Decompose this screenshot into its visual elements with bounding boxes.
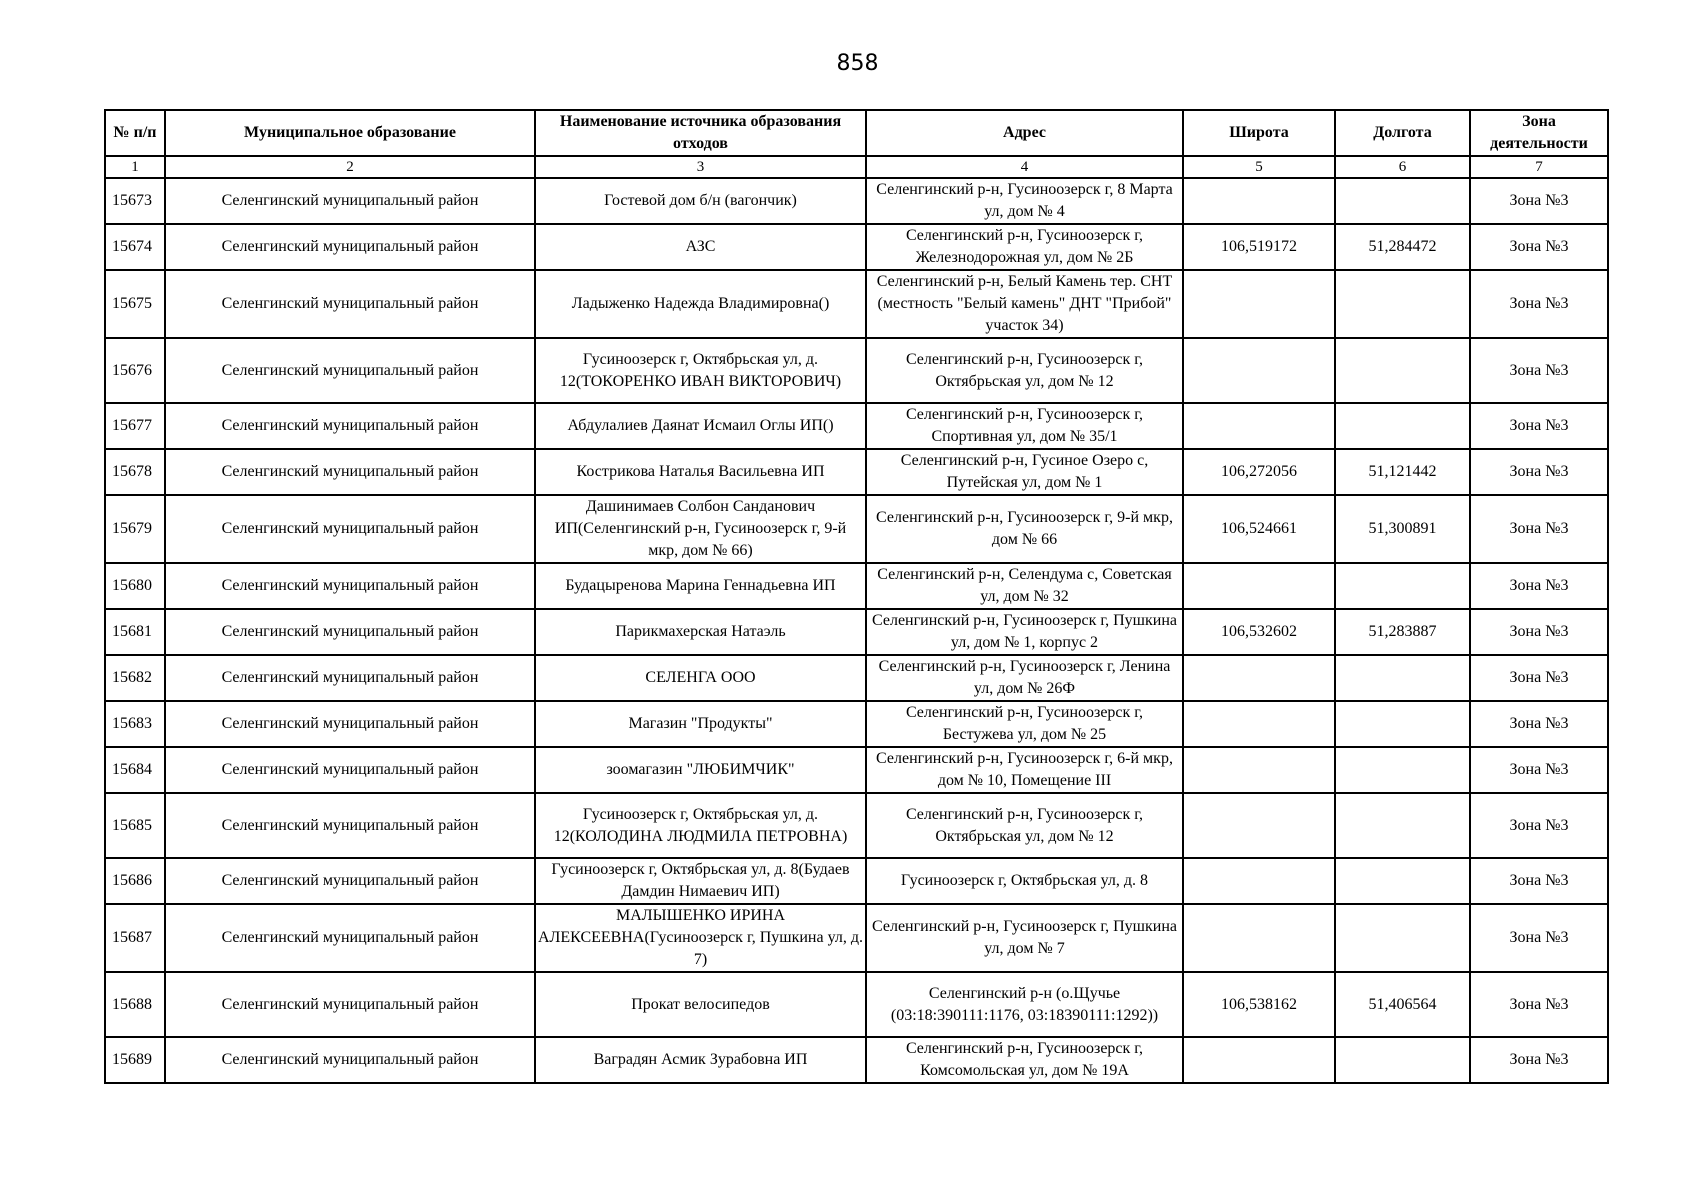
longitude-cell: 51,406564 bbox=[1335, 972, 1470, 1037]
municipality-cell: Селенгинский муниципальный район bbox=[165, 403, 535, 449]
column-number: 3 bbox=[535, 156, 866, 178]
waste-sources-table bbox=[104, 109, 1609, 1084]
zone-cell: Зона №3 bbox=[1470, 403, 1608, 449]
zone-cell: Зона №3 bbox=[1470, 793, 1608, 858]
longitude-cell: 51,121442 bbox=[1335, 449, 1470, 495]
table-row bbox=[105, 403, 1608, 449]
source-cell: МАЛЫШЕНКО ИРИНА АЛЕКСЕЕВНА(Гусиноозерск г, Пушкина ул, д. 7) bbox=[535, 904, 866, 972]
table-row bbox=[105, 609, 1608, 655]
address-cell: Селенгинский р-н, Гусиноозерск г, Пушкина ул, дом № 1, корпус 2 bbox=[866, 609, 1183, 655]
latitude-cell bbox=[1183, 793, 1335, 858]
column-number: 7 bbox=[1470, 156, 1608, 178]
latitude-cell bbox=[1183, 747, 1335, 793]
table-row bbox=[105, 563, 1608, 609]
municipality-cell: Селенгинский муниципальный район bbox=[165, 1037, 535, 1083]
row-id: 15675 bbox=[105, 270, 165, 338]
table-row bbox=[105, 793, 1608, 858]
latitude-cell bbox=[1183, 701, 1335, 747]
municipality-cell: Селенгинский муниципальный район bbox=[165, 701, 535, 747]
address-cell: Селенгинский р-н (о.Щучье (03:18:390111:1176, 03:18390111:1292)) bbox=[866, 972, 1183, 1037]
column-header-latitude: Широта bbox=[1183, 110, 1335, 156]
municipality-cell: Селенгинский муниципальный район bbox=[165, 972, 535, 1037]
latitude-cell: 106,532602 bbox=[1183, 609, 1335, 655]
zone-cell: Зона №3 bbox=[1470, 338, 1608, 403]
column-number-row bbox=[105, 156, 1608, 178]
table-row bbox=[105, 270, 1608, 338]
row-id: 15674 bbox=[105, 224, 165, 270]
row-id: 15688 bbox=[105, 972, 165, 1037]
zone-cell: Зона №3 bbox=[1470, 224, 1608, 270]
zone-cell: Зона №3 bbox=[1470, 747, 1608, 793]
row-id: 15677 bbox=[105, 403, 165, 449]
address-cell: Селенгинский р-н, Гусиноозерск г, 8 Марта ул, дом № 4 bbox=[866, 178, 1183, 224]
column-number: 5 bbox=[1183, 156, 1335, 178]
address-cell: Селенгинский р-н, Гусиноозерск г, 9-й мкр, дом № 66 bbox=[866, 495, 1183, 563]
latitude-cell: 106,519172 bbox=[1183, 224, 1335, 270]
municipality-cell: Селенгинский муниципальный район bbox=[165, 563, 535, 609]
page-number: 858 bbox=[836, 51, 879, 76]
row-id: 15686 bbox=[105, 858, 165, 904]
municipality-cell: Селенгинский муниципальный район bbox=[165, 609, 535, 655]
longitude-cell bbox=[1335, 403, 1470, 449]
row-id: 15685 bbox=[105, 793, 165, 858]
table-row bbox=[105, 904, 1608, 972]
row-id: 15680 bbox=[105, 563, 165, 609]
table-row bbox=[105, 701, 1608, 747]
latitude-cell bbox=[1183, 338, 1335, 403]
zone-cell: Зона №3 bbox=[1470, 270, 1608, 338]
source-cell: Ладыженко Надежда Владимировна() bbox=[535, 270, 866, 338]
address-cell: Селенгинский р-н, Гусиное Озеро с, Путейская ул, дом № 1 bbox=[866, 449, 1183, 495]
source-cell: Кострикова Наталья Васильевна ИП bbox=[535, 449, 866, 495]
zone-cell: Зона №3 bbox=[1470, 495, 1608, 563]
longitude-cell: 51,300891 bbox=[1335, 495, 1470, 563]
latitude-cell bbox=[1183, 1037, 1335, 1083]
latitude-cell bbox=[1183, 178, 1335, 224]
row-id: 15678 bbox=[105, 449, 165, 495]
latitude-cell bbox=[1183, 904, 1335, 972]
longitude-cell: 51,284472 bbox=[1335, 224, 1470, 270]
longitude-cell: 51,283887 bbox=[1335, 609, 1470, 655]
longitude-cell bbox=[1335, 793, 1470, 858]
row-id: 15687 bbox=[105, 904, 165, 972]
table-row bbox=[105, 747, 1608, 793]
column-number: 1 bbox=[105, 156, 165, 178]
column-header-source: Наименование источника образования отходов bbox=[535, 110, 866, 156]
longitude-cell bbox=[1335, 178, 1470, 224]
table-row bbox=[105, 449, 1608, 495]
municipality-cell: Селенгинский муниципальный район bbox=[165, 338, 535, 403]
municipality-cell: Селенгинский муниципальный район bbox=[165, 495, 535, 563]
source-cell: АЗС bbox=[535, 224, 866, 270]
row-id: 15673 bbox=[105, 178, 165, 224]
header-row bbox=[105, 110, 1608, 156]
municipality-cell: Селенгинский муниципальный район bbox=[165, 747, 535, 793]
table-row bbox=[105, 655, 1608, 701]
zone-cell: Зона №3 bbox=[1470, 609, 1608, 655]
column-header-id: № п/п bbox=[105, 110, 165, 156]
source-cell: зоомагазин "ЛЮБИМЧИК" bbox=[535, 747, 866, 793]
zone-cell: Зона №3 bbox=[1470, 972, 1608, 1037]
zone-cell: Зона №3 bbox=[1470, 701, 1608, 747]
address-cell: Селенгинский р-н, Гусиноозерск г, Октябрьская ул, дом № 12 bbox=[866, 338, 1183, 403]
address-cell: Селенгинский р-н, Гусиноозерск г, Спортивная ул, дом № 35/1 bbox=[866, 403, 1183, 449]
longitude-cell bbox=[1335, 270, 1470, 338]
address-cell: Селенгинский р-н, Гусиноозерск г, Железнодорожная ул, дом № 2Б bbox=[866, 224, 1183, 270]
source-cell: Магазин "Продукты" bbox=[535, 701, 866, 747]
address-cell: Селенгинский р-н, Гусиноозерск г, Пушкина ул, дом № 7 bbox=[866, 904, 1183, 972]
row-id: 15683 bbox=[105, 701, 165, 747]
source-cell: Гусиноозерск г, Октябрьская ул, д. 12(КОЛОДИНА ЛЮДМИЛА ПЕТРОВНА) bbox=[535, 793, 866, 858]
source-cell: Дашинимаев Солбон Санданович ИП(Селенгинский р-н, Гусиноозерск г, 9-й мкр, дом № 66) bbox=[535, 495, 866, 563]
column-number: 6 bbox=[1335, 156, 1470, 178]
longitude-cell bbox=[1335, 563, 1470, 609]
table-row bbox=[105, 495, 1608, 563]
zone-cell: Зона №3 bbox=[1470, 178, 1608, 224]
address-cell: Селенгинский р-н, Гусиноозерск г, 6-й мкр, дом № 10, Помещение III bbox=[866, 747, 1183, 793]
row-id: 15682 bbox=[105, 655, 165, 701]
municipality-cell: Селенгинский муниципальный район bbox=[165, 449, 535, 495]
column-number: 2 bbox=[165, 156, 535, 178]
longitude-cell bbox=[1335, 747, 1470, 793]
source-cell: Прокат велосипедов bbox=[535, 972, 866, 1037]
column-header-address: Адрес bbox=[866, 110, 1183, 156]
column-header-longitude: Долгота bbox=[1335, 110, 1470, 156]
latitude-cell: 106,272056 bbox=[1183, 449, 1335, 495]
longitude-cell bbox=[1335, 655, 1470, 701]
zone-cell: Зона №3 bbox=[1470, 563, 1608, 609]
address-cell: Селенгинский р-н, Гусиноозерск г, Комсомольская ул, дом № 19А bbox=[866, 1037, 1183, 1083]
longitude-cell bbox=[1335, 701, 1470, 747]
source-cell: Гостевой дом б/н (вагончик) bbox=[535, 178, 866, 224]
municipality-cell: Селенгинский муниципальный район bbox=[165, 178, 535, 224]
zone-cell: Зона №3 bbox=[1470, 1037, 1608, 1083]
address-cell: Селенгинский р-н, Гусиноозерск г, Октябрьская ул, дом № 12 bbox=[866, 793, 1183, 858]
table-row bbox=[105, 858, 1608, 904]
longitude-cell bbox=[1335, 904, 1470, 972]
longitude-cell bbox=[1335, 858, 1470, 904]
municipality-cell: Селенгинский муниципальный район bbox=[165, 655, 535, 701]
source-cell: Парикмахерская Натаэль bbox=[535, 609, 866, 655]
municipality-cell: Селенгинский муниципальный район bbox=[165, 904, 535, 972]
zone-cell: Зона №3 bbox=[1470, 904, 1608, 972]
source-cell: Ваградян Асмик Зурабовна ИП bbox=[535, 1037, 866, 1083]
latitude-cell bbox=[1183, 655, 1335, 701]
latitude-cell bbox=[1183, 858, 1335, 904]
zone-cell: Зона №3 bbox=[1470, 655, 1608, 701]
municipality-cell: Селенгинский муниципальный район bbox=[165, 793, 535, 858]
row-id: 15684 bbox=[105, 747, 165, 793]
table-row bbox=[105, 1037, 1608, 1083]
longitude-cell bbox=[1335, 1037, 1470, 1083]
table-row bbox=[105, 338, 1608, 403]
row-id: 15676 bbox=[105, 338, 165, 403]
longitude-cell bbox=[1335, 338, 1470, 403]
latitude-cell bbox=[1183, 563, 1335, 609]
municipality-cell: Селенгинский муниципальный район bbox=[165, 270, 535, 338]
latitude-cell: 106,524661 bbox=[1183, 495, 1335, 563]
source-cell: Гусиноозерск г, Октябрьская ул, д. 8(Будаев Дамдин Нимаевич ИП) bbox=[535, 858, 866, 904]
column-header-zone: Зона деятельности bbox=[1470, 110, 1608, 156]
municipality-cell: Селенгинский муниципальный район bbox=[165, 858, 535, 904]
latitude-cell bbox=[1183, 270, 1335, 338]
address-cell: Селенгинский р-н, Белый Камень тер. СНТ (местность "Белый камень" ДНТ "Прибой" участок 34) bbox=[866, 270, 1183, 338]
table-row bbox=[105, 224, 1608, 270]
zone-cell: Зона №3 bbox=[1470, 858, 1608, 904]
address-cell: Селенгинский р-н, Гусиноозерск г, Ленина ул, дом № 26Ф bbox=[866, 655, 1183, 701]
address-cell: Селенгинский р-н, Гусиноозерск г, Бестужева ул, дом № 25 bbox=[866, 701, 1183, 747]
latitude-cell bbox=[1183, 403, 1335, 449]
municipality-cell: Селенгинский муниципальный район bbox=[165, 224, 535, 270]
zone-cell: Зона №3 bbox=[1470, 449, 1608, 495]
source-cell: Гусиноозерск г, Октябрьская ул, д. 12(ТОКОРЕНКО ИВАН ВИКТОРОВИЧ) bbox=[535, 338, 866, 403]
table-row bbox=[105, 178, 1608, 224]
column-number: 4 bbox=[866, 156, 1183, 178]
column-header-municipality: Муниципальное образование bbox=[165, 110, 535, 156]
source-cell: Абдулалиев Даянат Исмаил Оглы ИП() bbox=[535, 403, 866, 449]
latitude-cell: 106,538162 bbox=[1183, 972, 1335, 1037]
source-cell: СЕЛЕНГА ООО bbox=[535, 655, 866, 701]
row-id: 15689 bbox=[105, 1037, 165, 1083]
row-id: 15681 bbox=[105, 609, 165, 655]
address-cell: Гусиноозерск г, Октябрьская ул, д. 8 bbox=[866, 858, 1183, 904]
row-id: 15679 bbox=[105, 495, 165, 563]
address-cell: Селенгинский р-н, Селендума с, Советская ул, дом № 32 bbox=[866, 563, 1183, 609]
source-cell: Будацыренова Марина Геннадьевна ИП bbox=[535, 563, 866, 609]
table-row bbox=[105, 972, 1608, 1037]
